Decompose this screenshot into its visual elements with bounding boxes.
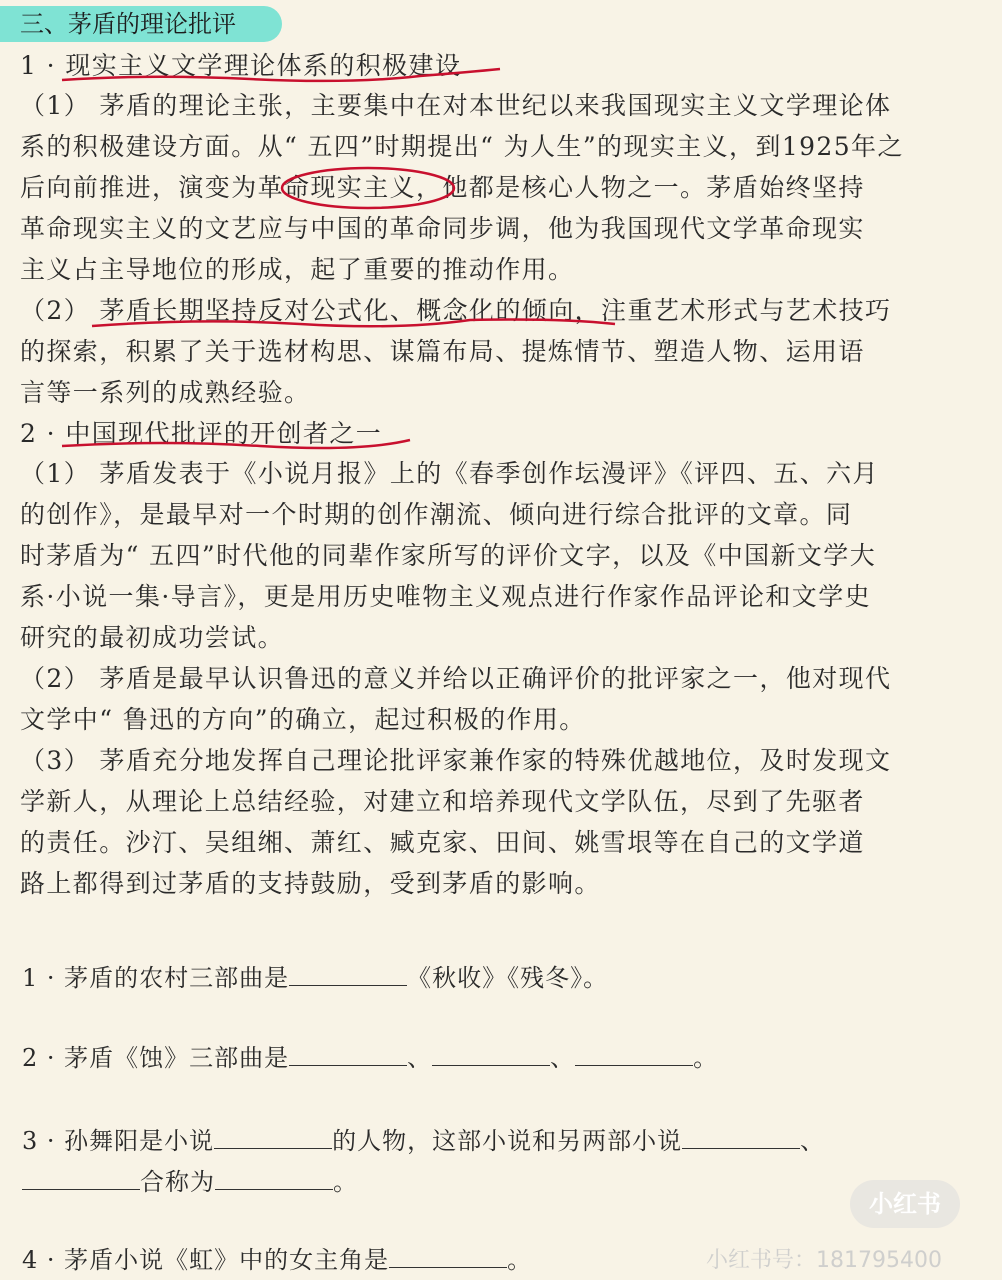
p5-line-2: 学新人，从理论上总结经验，对建立和培养现代文学队伍，尽到了先驱者 xyxy=(20,787,865,816)
part1-heading-num: 1 · xyxy=(20,51,56,80)
p1-line-1: （1） 茅盾的理论主张，主要集中在对本世纪以来我国现实主义文学理论体 xyxy=(20,91,892,120)
q2-sep-2: 、 xyxy=(550,1044,576,1072)
part1-heading xyxy=(20,50,461,82)
q3-blank-4[interactable] xyxy=(215,1167,333,1190)
p4-line-1: （2） 茅盾是最早认识鲁迅的意义并给以正确评价的批评家之一，他对现代 xyxy=(20,664,892,693)
part2-heading-num: 2 · xyxy=(20,419,56,448)
quiz-question-3-line-1 xyxy=(22,1125,825,1157)
q3-blank-3[interactable] xyxy=(22,1167,140,1190)
p2-line-2: 的探索，积累了关于选材构思、谋篇布局、提炼情节、塑造人物、运用语 xyxy=(20,337,865,366)
q1-text-a: 1 · 茅盾的农村三部曲是 xyxy=(22,964,290,992)
q3-text-e: 。 xyxy=(333,1168,358,1196)
section-title: 三、茅盾的理论批评 xyxy=(20,10,236,38)
account-id-watermark: 小红书号：181795400 xyxy=(706,1248,942,1273)
xiaohongshu-logo-watermark: 小红书 xyxy=(850,1180,960,1228)
p1-line-2: 系的积极建设方面。从“ 五四”时期提出“ 为人生”的现实主义，到1925年之 xyxy=(20,132,904,161)
quiz-question-2 xyxy=(22,1042,718,1074)
q2-text-a: 2 · 茅盾《蚀》三部曲是 xyxy=(22,1044,290,1072)
p2-line-3: 言等一系列的成熟经验。 xyxy=(20,378,311,407)
q1-blank[interactable] xyxy=(289,963,407,986)
q1-text-b: 《秋收》《残冬》。 xyxy=(407,964,609,992)
q3-text-d: 合称为 xyxy=(140,1168,215,1196)
p1-line-3: 后向前推进，演变为革命现实主义，他都是核心人物之一。茅盾始终坚持 xyxy=(20,173,865,202)
q4-text-b: 。 xyxy=(507,1246,533,1274)
p5-line-1: （3） 茅盾充分地发挥自己理论批评家兼作家的特殊优越地位，及时发现文 xyxy=(20,746,892,775)
q2-sep-1: 、 xyxy=(407,1044,433,1072)
q2-end: 。 xyxy=(693,1044,719,1072)
q3-text-b: 的人物，这部小说和另两部小说 xyxy=(332,1127,683,1155)
section-title-banner xyxy=(0,6,282,42)
quiz-question-4 xyxy=(22,1244,532,1276)
p5-line-4: 路上都得到过茅盾的支持鼓励，受到茅盾的影响。 xyxy=(20,869,601,898)
q3-text-c: 、 xyxy=(800,1127,826,1155)
q4-text-a: 4 · 茅盾小说《虹》中的女主角是 xyxy=(22,1246,390,1274)
part1-heading-text: 现实主义文学理论体系的积极建设 xyxy=(65,51,462,80)
quiz-question-1 xyxy=(22,962,608,994)
p1-line-4: 革命现实主义的文艺应与中国的革命同步调，他为我国现代文学革命现实 xyxy=(20,214,865,243)
part2-heading xyxy=(20,418,382,450)
p4-line-2: 文学中“ 鲁迅的方向”的确立，起过积极的作用。 xyxy=(20,705,586,734)
q3-blank-2[interactable] xyxy=(682,1126,800,1149)
p3-line-5: 研究的最初成功尝试。 xyxy=(20,623,285,652)
p1-line-5: 主义占主导地位的形成，起了重要的推动作用。 xyxy=(20,255,575,284)
q4-blank[interactable] xyxy=(389,1245,507,1268)
part2-heading-text: 中国现代批评的开创者之一 xyxy=(65,419,383,448)
p3-line-3: 时茅盾为“ 五四”时代他的同辈作家所写的评价文字，以及《中国新文学大 xyxy=(20,541,877,570)
q2-blank-3[interactable] xyxy=(575,1043,693,1066)
p3-line-1: （1） 茅盾发表于《小说月报》上的《春季创作坛漫评》《评四、五、六月 xyxy=(20,459,879,488)
q2-blank-2[interactable] xyxy=(432,1043,550,1066)
p5-line-3: 的责任。沙汀、吴组缃、萧红、臧克家、田间、姚雪垠等在自己的文学道 xyxy=(20,828,865,857)
q2-blank-1[interactable] xyxy=(289,1043,407,1066)
p3-line-4: 系·小说一集·导言》，更是用历史唯物主义观点进行作家作品评论和文学史 xyxy=(20,582,871,611)
p3-line-2: 的创作》，是最早对一个时期的创作潮流、倾向进行综合批评的文章。同 xyxy=(20,500,853,529)
quiz-question-3-line-2 xyxy=(22,1166,358,1198)
p2-line-1: （2） 茅盾长期坚持反对公式化、概念化的倾向，注重艺术形式与艺术技巧 xyxy=(20,296,892,325)
q3-text-a: 3 · 孙舞阳是小说 xyxy=(22,1127,215,1155)
q3-blank-1[interactable] xyxy=(214,1126,332,1149)
